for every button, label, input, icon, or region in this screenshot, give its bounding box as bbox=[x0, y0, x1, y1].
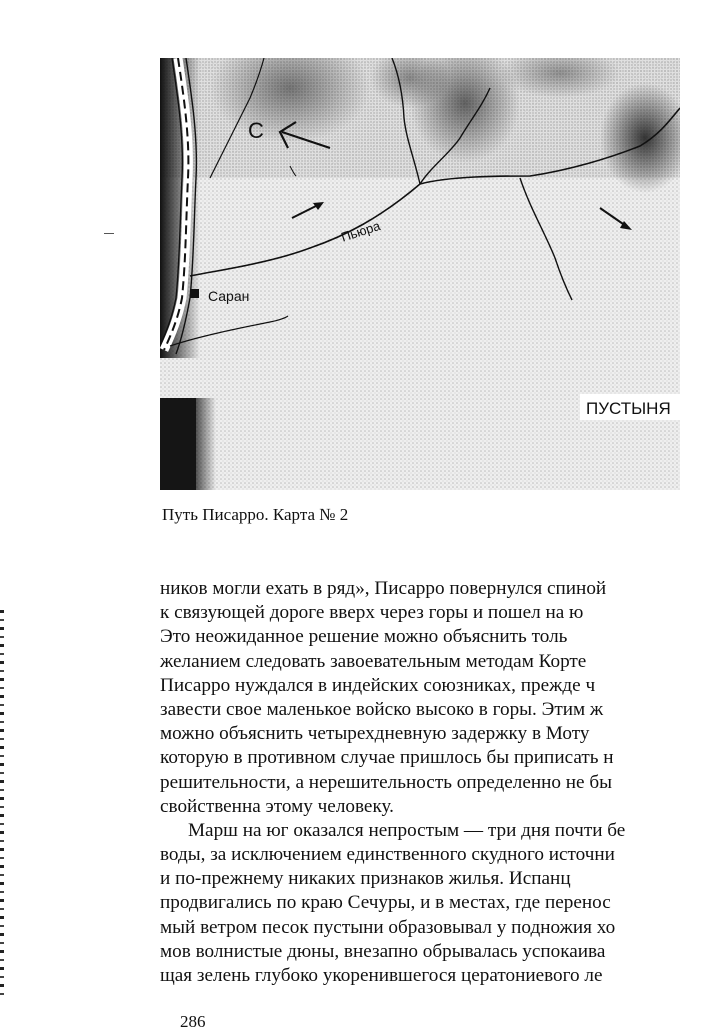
text-line: мый ветром песок пустыни образовывал у подножия хо bbox=[160, 916, 616, 938]
margin-mark bbox=[104, 233, 114, 234]
text-line: желанием следовать завоевательным методам Корте bbox=[160, 650, 587, 672]
text-line: ников могли ехать в ряд», Писарро повернулся спиной bbox=[160, 578, 607, 599]
text-line: мов волнистые дюны, внезапно обрывалась успокаива bbox=[160, 940, 606, 962]
text-line: которую в противном случае пришлось бы приписать н bbox=[160, 747, 614, 769]
map-caption: Путь Писарро. Карта № 2 bbox=[162, 505, 349, 524]
town-label: Саран bbox=[208, 288, 250, 304]
text-line: можно объяснить четырехдневную задержку в Моту bbox=[160, 723, 590, 745]
body-text bbox=[160, 577, 720, 988]
page-number: 286 bbox=[180, 1012, 206, 1031]
text-line: свойственна этому человеку. bbox=[160, 795, 394, 817]
text-line: Это неожиданное решение можно объяснить толь bbox=[160, 626, 568, 648]
coast-shade-lower bbox=[160, 398, 196, 490]
scan-edge-noise bbox=[0, 610, 4, 1000]
town-marker bbox=[190, 289, 199, 298]
text-line: продвигались по краю Сечуры, и в местах, где перенос bbox=[160, 892, 611, 914]
north-label: С bbox=[248, 118, 264, 143]
text-line: завести свое маленькое войско высоко в горы. Этим ж bbox=[160, 698, 604, 720]
text-line: решительности, а нерешительность определенно не бы bbox=[160, 771, 613, 793]
text-line: щая зелень глубоко укоренившегося цератониевого ле bbox=[160, 965, 603, 986]
river-label: Пьюра bbox=[339, 218, 383, 245]
map-svg bbox=[160, 58, 680, 490]
text-line: Писарро нуждался в индейских союзниках, прежде ч bbox=[160, 674, 596, 696]
map-figure bbox=[160, 58, 680, 490]
text-line: к связующей дороге вверх через горы и пошел на ю bbox=[160, 602, 584, 624]
coast-fade bbox=[196, 398, 216, 490]
desert-label: ПУСТЫНЯ bbox=[586, 399, 671, 418]
text-line: Марш на юг оказался непростым — три дня почти бе bbox=[188, 819, 626, 841]
text-line: и по-прежнему никаких признаков жилья. Испанц bbox=[160, 868, 571, 890]
text-line: воды, за исключением единственного скудного источни bbox=[160, 844, 615, 866]
